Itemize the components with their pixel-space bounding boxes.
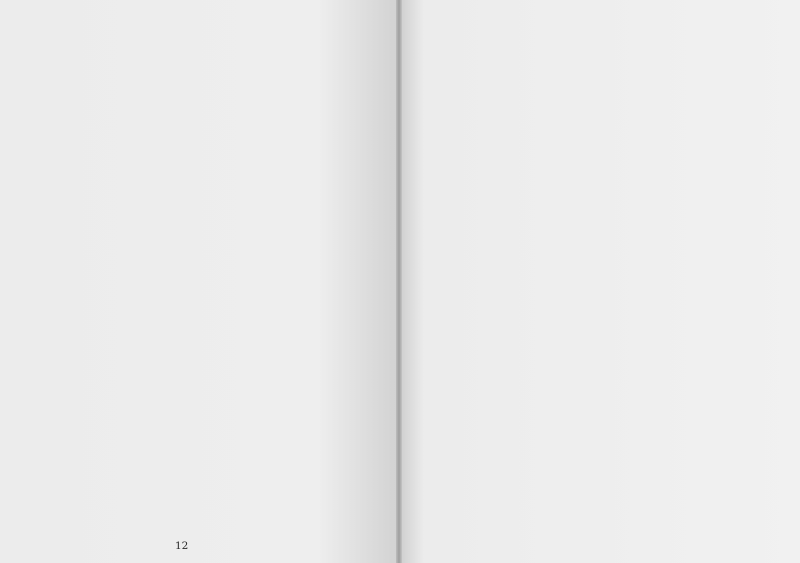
right-page bbox=[400, 0, 800, 563]
book-gutter bbox=[396, 0, 402, 563]
left-page bbox=[0, 0, 398, 563]
left-page-number: 12 bbox=[175, 540, 189, 552]
